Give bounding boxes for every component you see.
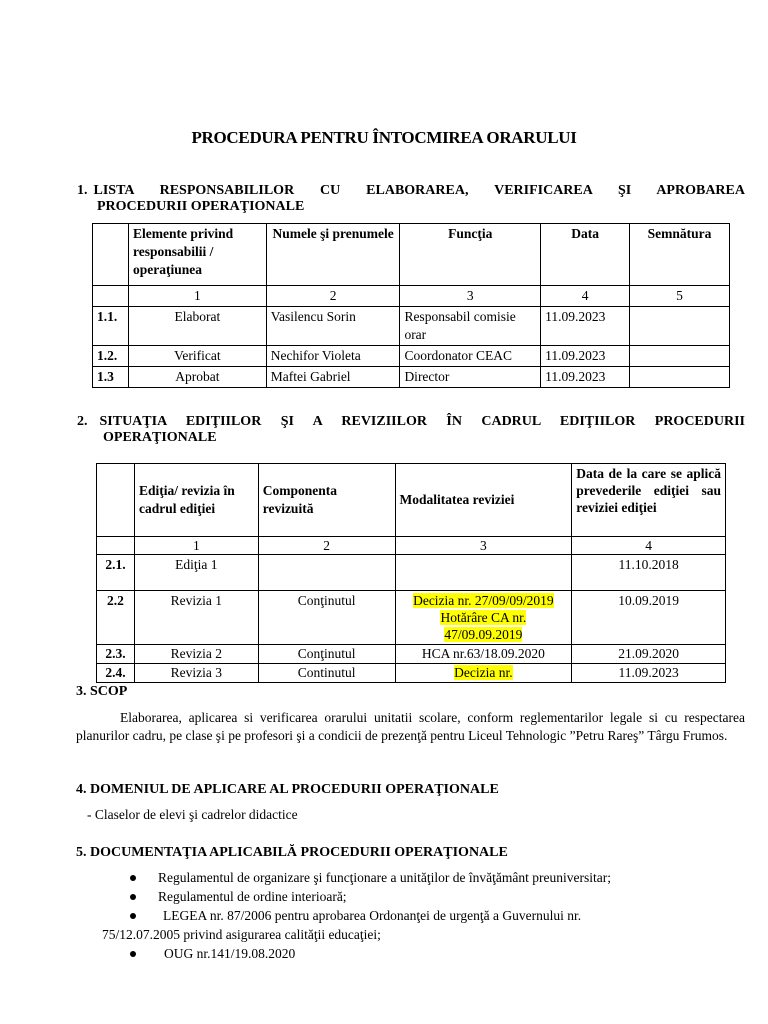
list-item: [130, 888, 347, 906]
table-cell: Elaborat: [128, 307, 266, 346]
table-header-cell: Funcţia: [400, 224, 541, 286]
bullet-icon: [130, 875, 136, 881]
highlighted-text: Decizia nr. 27/09/09/2019: [413, 593, 554, 608]
page-title: PROCEDURA PENTRU ÎNTOCMIREA ORARULUI: [191, 128, 577, 147]
table-cell: [395, 555, 572, 591]
section2-title-line2: OPERAŢIONALE: [103, 430, 217, 445]
table-cell: Vasilencu Sorin: [266, 307, 400, 346]
table-cell: 11.09.2023: [541, 367, 630, 388]
table-cell: [93, 224, 129, 286]
table-cell: Revizia 2: [134, 645, 258, 664]
section1-title-line1: LISTA RESPONSABILILOR CU ELABORAREA, VERIFICAREA ŞI APROBAREA: [93, 183, 745, 198]
table-cell: 2: [266, 286, 400, 307]
table-cell: [395, 591, 572, 645]
table-cell: 2.4.: [97, 664, 135, 683]
table-cell: 2.3.: [97, 645, 135, 664]
table-cell: Coordonator CEAC: [400, 346, 541, 367]
table-cell: Conţinutul: [258, 591, 395, 645]
table-cell: 21.09.2020: [572, 645, 726, 664]
list-item: [130, 945, 295, 963]
section1-heading: [77, 183, 745, 215]
list-item-text: LEGEA nr. 87/2006 pentru aprobarea Ordonanţei de urgenţă a Guvernului nr.: [163, 908, 582, 923]
highlighted-text: 47/09.09.2019: [444, 627, 523, 642]
list-item-text: OUG nr.141/19.08.2020: [164, 946, 296, 961]
table-header-row: [97, 464, 726, 537]
table-header-row: [93, 224, 730, 286]
table-cell: Revizia 1: [134, 591, 258, 645]
table-header-cell: Data de la care se aplică prevederile ediţiei sau reviziei ediţiei: [572, 464, 726, 537]
list-item: [130, 869, 611, 887]
table-header-cell: Modalitatea reviziei: [395, 464, 572, 537]
table-cell: 2.2: [97, 591, 135, 645]
table-cell: 3: [395, 537, 572, 555]
list-item-continuation: 75/12.07.2005 privind asigurarea calităţii educaţiei;: [102, 927, 381, 942]
table-cell: 3: [400, 286, 541, 307]
table-cell: 11.09.2023: [541, 307, 630, 346]
table-cell: [97, 464, 135, 537]
section3-heading: 3. SCOP: [76, 684, 128, 699]
section1-number: 1.: [77, 183, 88, 198]
table-cell: 1.1.: [93, 307, 129, 346]
section5-heading: 5. DOCUMENTAŢIA APLICABILĂ PROCEDURII OPERAŢIONALE: [76, 845, 508, 860]
table-cell: 11.09.2023: [541, 346, 630, 367]
table-cell: Continutul: [258, 664, 395, 683]
table-cell: 2.1.: [97, 555, 135, 591]
table-row: [97, 645, 726, 664]
responsibles-table: [92, 223, 730, 388]
table-header-cell: Semnătura: [630, 224, 730, 286]
table-row: [97, 664, 726, 683]
table-cell: 1.2.: [93, 346, 129, 367]
table-cell: Aprobat: [128, 367, 266, 388]
bullet-icon: [130, 894, 136, 900]
highlighted-text: Hotărâre CA nr.: [440, 610, 527, 625]
table-cell: 1.3: [93, 367, 129, 388]
table-cell: 11.09.2023: [572, 664, 726, 683]
table-cell: Responsabil comisie orar: [400, 307, 541, 346]
table-cell: [630, 346, 730, 367]
section4-text: - Claselor de elevi şi cadrelor didactice: [87, 807, 298, 822]
bullet-icon: [130, 951, 136, 957]
section2-title-line1: SITUAŢIA EDIŢIILOR ŞI A REVIZIILOR ÎN CADRUL EDIŢIILOR PROCEDURII: [99, 414, 745, 429]
table-cell: 11.10.2018: [572, 555, 726, 591]
table-header-cell: Numele şi prenumele: [266, 224, 400, 286]
table-cell: Maftei Gabriel: [266, 367, 400, 388]
section3-text: Elaborarea, aplicarea si verificarea orarului unitatii scolare, conform reglementarilor legale si cu respectarea planurilor cadru, pe clase şi pe profesori şi a condicii de prezenţă pentru Liceul Tehnologic ”Petru Rareş” Târgu Frumos.: [76, 710, 745, 743]
highlighted-text: Decizia nr.: [454, 665, 513, 680]
editions-table: [96, 463, 726, 683]
table-cell: Verificat: [128, 346, 266, 367]
table-cell: Nechifor Violeta: [266, 346, 400, 367]
list-item-text: Regulamentul de organizare şi funcţionare a unităţilor de învăţământ preuniversitar;: [158, 870, 611, 885]
table-number-row: [93, 286, 730, 307]
table-cell: 4: [541, 286, 630, 307]
table-cell: Conţinutul: [258, 645, 395, 664]
table-cell: 1: [128, 286, 266, 307]
table-cell: 1: [134, 537, 258, 555]
bullet-icon: [130, 913, 136, 919]
table-cell: 5: [630, 286, 730, 307]
table-cell: 10.09.2019: [572, 591, 726, 645]
section2-heading: [77, 414, 745, 446]
table-header-cell: Componenta revizuită: [258, 464, 395, 537]
table-row: [97, 555, 726, 591]
table-header-cell: Elemente privind responsabilii / operaţiunea: [128, 224, 266, 286]
table-cell: 4: [572, 537, 726, 555]
table-number-row: [97, 537, 726, 555]
table-cell: HCA nr.63/18.09.2020: [395, 645, 572, 664]
section4-heading: 4. DOMENIUL DE APLICARE AL PROCEDURII OPERAŢIONALE: [76, 782, 499, 797]
table-cell: [630, 367, 730, 388]
table-cell: 2: [258, 537, 395, 555]
table-row: [93, 307, 730, 346]
table-cell: [258, 555, 395, 591]
table-cell: Director: [400, 367, 541, 388]
table-cell: Revizia 3: [134, 664, 258, 683]
table-row: [93, 346, 730, 367]
table-cell: [630, 307, 730, 346]
table-cell: [97, 537, 135, 555]
table-row: [93, 367, 730, 388]
section2-number: 2.: [77, 414, 88, 429]
table-cell: [395, 664, 572, 683]
table-header-cell: Ediţia/ revizia în cadrul ediţiei: [134, 464, 258, 537]
list-item: [130, 907, 581, 925]
section1-title-line2: PROCEDURII OPERAŢIONALE: [97, 199, 305, 214]
table-cell: [93, 286, 129, 307]
list-item-text: Regulamentul de ordine interioară;: [158, 889, 347, 904]
table-header-cell: Data: [541, 224, 630, 286]
table-row: [97, 591, 726, 645]
table-cell: Ediţia 1: [134, 555, 258, 591]
